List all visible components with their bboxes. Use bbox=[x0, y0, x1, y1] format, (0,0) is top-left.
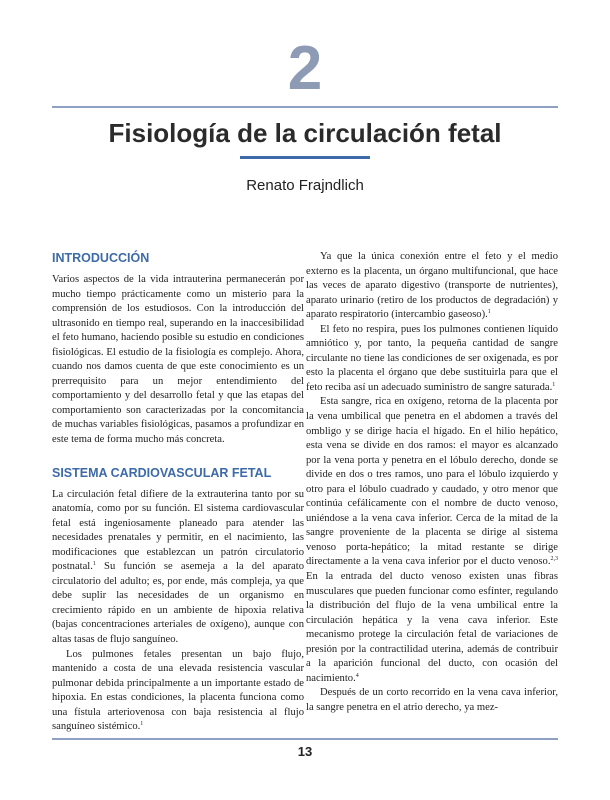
left-column bbox=[52, 250, 304, 735]
chapter-title: Fisiología de la circulación fetal bbox=[108, 118, 502, 148]
reference-marker: 1 bbox=[552, 381, 556, 388]
chapter-number: 2 bbox=[287, 34, 323, 103]
section-heading-introduccion: INTRODUCCIÓN bbox=[52, 251, 150, 265]
title-underline bbox=[240, 156, 370, 159]
reference-marker: 4 bbox=[355, 672, 359, 679]
text-span: Esta sangre, rica en oxígeno, retorna de la placenta por la vena umbilical que penetra en el abdomen a través del ombligo y se dirige hacia el hígado. En el hilio hepático, esta vena se divide en dos ramos: el mayor es alcanzado por la vena porta y penetra en el lóbulo derecho, donde se divide en dos o tres ramos, uno para el lóbulo izquierdo y otro para el lóbulo cuadrado y caudado, y otro menor que continúa cefálicamente con el nombre de ducto venoso, uniéndose a la vena cava inferior. Cerca de la mitad de la sangre proveniente de la placenta se dirige al sistema venoso porta-hepático; la mitad restante se dirige directamente a la vena cava inferior por el ducto venoso. bbox=[306, 396, 558, 568]
text-span: En la entrada del ducto venoso existen unas fibras musculares que pueden funcionar como esfínter, regulando la distribución del flujo de la vena umbilical entre la circulación hepática y la vena cava inferior. Este mecanismo protege la circulación fetal de variaciones de presión por la contractilidad uterina, además de contribuir a la aparición funcional del ducto, con ocasión del nacimiento. bbox=[306, 571, 558, 684]
reference-marker: 1 bbox=[92, 561, 96, 568]
system-paragraph-1 bbox=[52, 488, 304, 648]
body-paragraph-1 bbox=[306, 250, 558, 323]
page-number: 13 bbox=[297, 744, 313, 759]
intro-paragraph: Varios aspectos de la vida intrauterina permanecerán por mucho tiempo prácticamente como un misterio para la comprensión de los estudiosos. Con la introducción del ultrasonido en tiempo real, superando en la inaccesibilidad el feto humano, haciendo posible su estudio en condiciones fisiológicas. El estudio de la fisiología es complejo. Ahora, cuando nos damos cuenta de que este conocimiento es un prerrequisito para un mejor entendimiento del comportamiento y del desarrollo fetal y que las etapas del comportamiento son caracterizadas por la concomitancia de muchas variables fisiológicas, pasamos a profundizar en este tema de forma mucho más concreta. bbox=[52, 274, 304, 446]
text-span: Ya que la única conexión entre el feto y el medio externo es la placenta, un órgano multifuncional, que hace las veces de aparato digestivo (transporte de nutrientes), aparato urinario (retiro de los productos de degradación) y aparato respiratorio (intercambio gaseoso). bbox=[306, 251, 558, 321]
body-paragraph-4: Después de un corto recorrido en la vena cava inferior, la sangre penetra en el atrio derecho, ya mez- bbox=[306, 687, 558, 713]
body-paragraph-3 bbox=[306, 395, 558, 686]
author-name: Renato Frajndlich bbox=[246, 177, 364, 194]
right-column bbox=[306, 250, 558, 716]
footer-rule bbox=[52, 738, 558, 740]
text-span: Su función se asemeja a la del aparato circulatorio del adulto; es, por ende, más compleja, ya que debe suplir las necesidades de un organismo en crecimiento rápido en un ambiente de hipoxia relativa (bajas concentraciones arteriales de oxígeno), aunque con altas tasas de flujo sanguíneo. bbox=[52, 561, 304, 646]
system-paragraph-2 bbox=[52, 648, 304, 735]
section-heading-sistema-cardiovascular: SISTEMA CARDIOVASCULAR FETAL bbox=[52, 465, 272, 480]
text-span: Los pulmones fetales presentan un bajo flujo, mantenido a costa de una elevada resistencia vascular pulmonar debida principalmente a un importante estado de hipoxia. En estas condiciones, la placenta funciona como una fístula arteriovenosa con baja resistencia al flujo sanguíneo sistémico. bbox=[52, 648, 304, 733]
reference-marker: 1 bbox=[140, 721, 144, 728]
body-paragraph-2 bbox=[306, 323, 558, 396]
reference-marker: 1 bbox=[487, 309, 491, 316]
text-span: El feto no respira, pues los pulmones contienen líquido amniótico y, por tanto, la pequeña cantidad de sangre circulante no tiene las condiciones de ser oxigenada, es por esto la placenta el órgano que debe sustituirla para que el feto reciba así un adecuado suministro de sangre saturada. bbox=[306, 323, 558, 393]
text-span: La circulación fetal difiere de la extrauterina tanto por su anatomía, como por su función. El sistema cardiovascular fetal está ingeniosamente planeado para atender las necesidades prenatales y permitir, en el nacimiento, las modificaciones que establezcan un patrón circulatorio postnatal. bbox=[52, 488, 304, 573]
reference-marker: 2,3 bbox=[550, 556, 558, 563]
header-rule bbox=[52, 106, 558, 108]
